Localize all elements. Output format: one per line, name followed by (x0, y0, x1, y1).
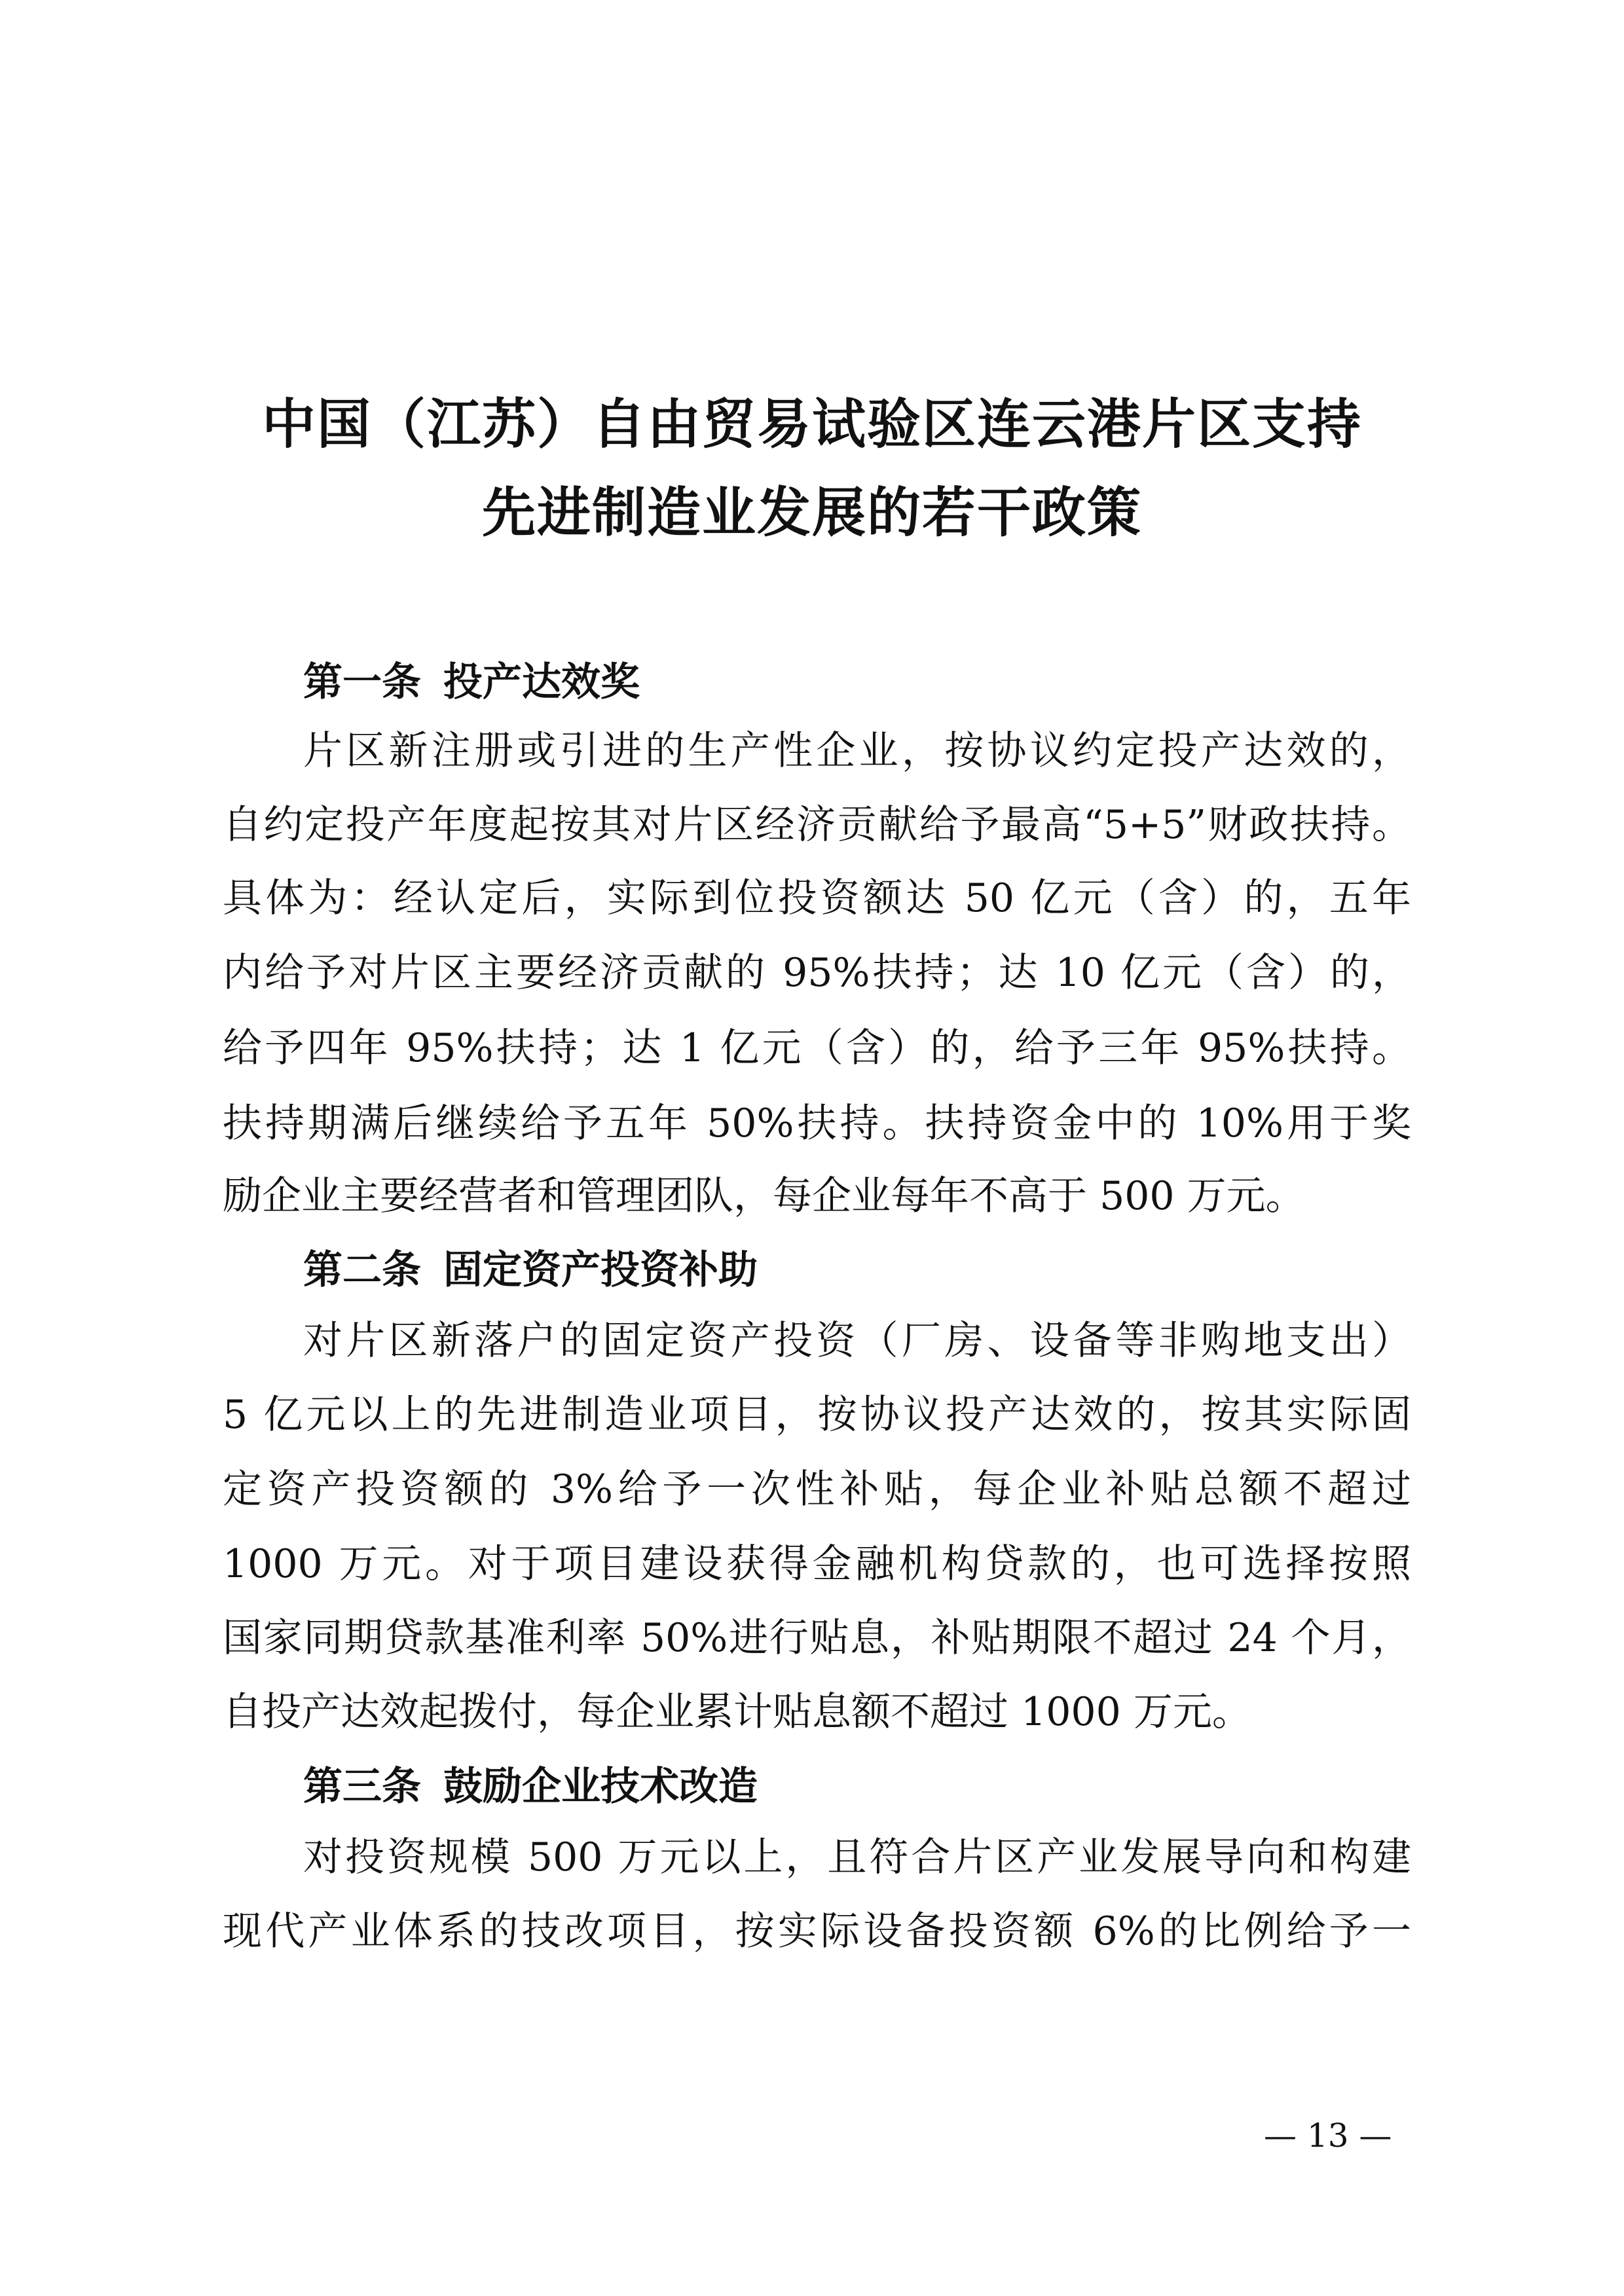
article-2-paragraph-line: 对片区新落户的固定资产投资（厂房、设备等非购地支出） (303, 1318, 1411, 1364)
article-2-paragraph-line: 国家同期贷款基准利率 50%进行贴息，补贴期限不超过 24 个月， (223, 1615, 1411, 1661)
document-title-line-1: 中国（江苏）自由贸易试验区连云港片区支持 (261, 393, 1362, 456)
article-2-paragraph-line: 定资产投资额的 3%给予一次性补贴，每企业补贴总额不超过 (223, 1467, 1411, 1512)
article-3-title: 鼓励企业技术改造 (443, 1764, 758, 1810)
article-1-heading (303, 656, 640, 708)
article-2-heading (303, 1244, 758, 1296)
article-2-paragraph-line: 5 亿元以上的先进制造业项目，按协议投产达效的，按其实际固 (223, 1392, 1411, 1438)
article-3-paragraph-line: 对投资规模 500 万元以上，且符合片区产业发展导向和构建 (303, 1834, 1411, 1880)
article-1-paragraph-line: 扶持期满后继续给予五年 50%扶持。扶持资金中的 10%用于奖 (223, 1101, 1411, 1146)
page-number: — 13 — (1264, 2117, 1392, 2155)
article-1-paragraph-line: 给予四年 95%扶持；达 1 亿元（含）的，给予三年 95%扶持。 (223, 1025, 1411, 1071)
article-2-title: 固定资产投资补助 (443, 1247, 758, 1293)
article-3-number: 第三条 (303, 1764, 421, 1810)
article-1-title: 投产达效奖 (443, 659, 640, 705)
document-title-line-2: 先进制造业发展的若干政策 (481, 481, 1142, 544)
article-1-paragraph-line: 励企业主要经营者和管理团队，每企业每年不高于 500 万元。 (223, 1173, 1305, 1219)
article-3-heading (303, 1760, 758, 1813)
article-2-paragraph-line: 自投产达效起拨付，每企业累计贴息额不超过 1000 万元。 (223, 1689, 1251, 1735)
article-3-paragraph-line: 现代产业体系的技改项目，按实际设备投资额 6%的比例给予一 (223, 1908, 1411, 1954)
article-2-number: 第二条 (303, 1247, 421, 1293)
article-1-paragraph-line: 片区新注册或引进的生产性企业，按协议约定投产达效的， (303, 728, 1411, 774)
article-1-number: 第一条 (303, 659, 421, 705)
article-1-paragraph-line: 具体为：经认定后，实际到位投资额达 50 亿元（含）的，五年 (223, 875, 1411, 921)
article-1-paragraph-line: 自约定投产年度起按其对片区经济贡献给予最高“5+5”财政扶持。 (223, 802, 1411, 848)
article-2-paragraph-line: 1000 万元。对于项目建设获得金融机构贷款的，也可选择按照 (223, 1541, 1411, 1587)
article-1-paragraph-line: 内给予对片区主要经济贡献的 95%扶持；达 10 亿元（含）的， (223, 950, 1411, 996)
